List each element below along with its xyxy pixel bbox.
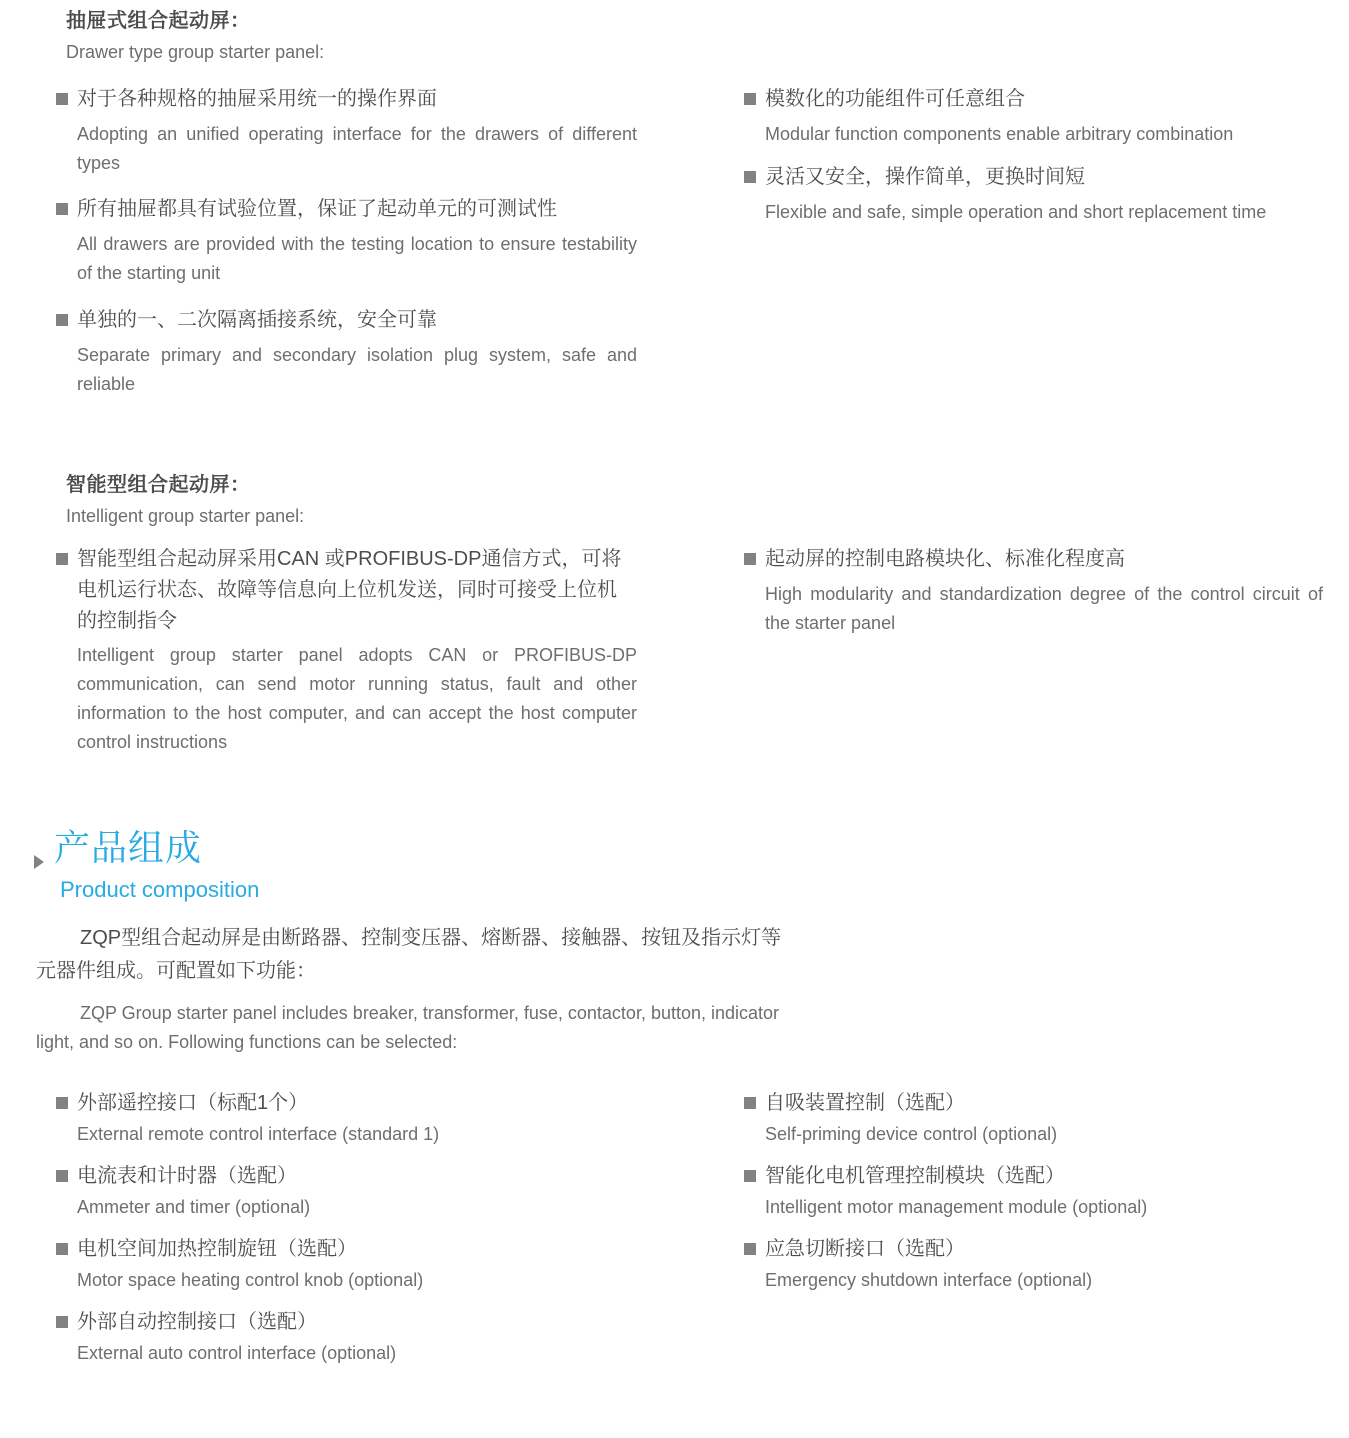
function-list-right <box>744 1088 1324 1298</box>
list-item <box>744 162 1324 227</box>
list-item-label-cn: 智能型组合起动屏采用CAN 或PROFIBUS-DP通信方式，可将电机运行状态、故障等信息向上位机发送，同时可接受上位机的控制指令 <box>77 548 622 632</box>
list-item-label-cn: 灵活又安全，操作简单，更换时间短 <box>765 166 1085 189</box>
square-bullet-icon <box>744 1170 756 1182</box>
square-bullet-icon <box>56 1243 68 1255</box>
list-item-label-en: Separate primary and secondary isolation plug system, safe and reliable <box>77 344 637 394</box>
square-bullet-icon <box>744 171 756 183</box>
paragraph-en-line1: ZQP Group starter panel includes breaker, transformer, fuse, contactor, button, indicator <box>80 1003 780 1023</box>
list-item <box>56 305 646 399</box>
section-heading-product-composition <box>34 828 734 903</box>
square-bullet-icon <box>744 93 756 105</box>
intelligent-panel-title-en: Intelligent group starter panel: <box>66 506 305 526</box>
page-subtitle: Product composition <box>60 876 260 902</box>
list-item <box>744 1088 1324 1148</box>
list-item <box>56 1307 656 1367</box>
intelligent-panel-title-cn: 智能型组合起动屏： <box>66 474 251 496</box>
list-item-label-en: Flexible and safe, simple operation and short replacement time <box>765 202 1267 223</box>
intelligent-right-list <box>744 544 1324 647</box>
list-item-label-en: High modularity and standardization degree of the control circuit of the starter panel <box>765 584 1323 634</box>
drawer-panel-title-en: Drawer type group starter panel: <box>66 42 325 62</box>
square-bullet-icon <box>56 1097 68 1109</box>
drawer-left-list <box>56 84 646 408</box>
list-item <box>56 194 646 288</box>
list-item-label-cn: 对于各种规格的抽屉采用统一的操作界面 <box>77 88 437 110</box>
triangle-arrow-icon <box>34 855 44 869</box>
square-bullet-icon <box>744 1097 756 1109</box>
paragraph-cn-line1: ZQP型组合起动屏是由断路器、控制变压器、熔断器、接触器、按钮及指示灯等 <box>80 927 782 949</box>
list-item-label-cn: 单独的一、二次隔离插接系统，安全可靠 <box>77 308 437 331</box>
list-item <box>56 1161 656 1221</box>
list-item <box>56 84 646 178</box>
list-item <box>744 1234 1324 1294</box>
list-item-label-cn: 起动屏的控制电路模块化、标准化程度高 <box>765 548 1125 570</box>
list-item-label-en: Intelligent motor management module (optional) <box>765 1197 1148 1217</box>
intelligent-panel-heading <box>66 472 666 529</box>
list-item <box>744 544 1324 638</box>
square-bullet-icon <box>744 1243 756 1255</box>
list-item-label-cn: 电机空间加热控制旋钮（选配） <box>77 1238 357 1260</box>
list-item-label-en: External remote control interface (standard 1) <box>77 1124 440 1144</box>
list-item <box>744 1161 1324 1221</box>
paragraph-cn-line2: 元器件组成。可配置如下功能： <box>36 960 316 982</box>
list-item-label-en: Motor space heating control knob (optional) <box>77 1270 424 1290</box>
list-item-label-en: External auto control interface (optional) <box>77 1343 397 1363</box>
list-item-label-en: All drawers are provided with the testing location to ensure testability of the starting unit <box>77 234 637 284</box>
list-item-label-cn: 自吸装置控制（选配） <box>765 1092 965 1114</box>
list-item-label-en: Adopting an unified operating interface for the drawers of different types <box>77 124 637 174</box>
square-bullet-icon <box>56 1316 68 1328</box>
list-item <box>56 1088 656 1148</box>
list-item-label-cn: 外部遥控接口（标配1个） <box>77 1092 309 1114</box>
square-bullet-icon <box>744 553 756 565</box>
intelligent-left-list <box>56 544 646 767</box>
list-item-label-cn: 应急切断接口（选配） <box>765 1238 965 1260</box>
square-bullet-icon <box>56 1170 68 1182</box>
square-bullet-icon <box>56 314 68 326</box>
list-item-label-en: Emergency shutdown interface (optional) <box>765 1270 1093 1290</box>
product-composition-paragraph <box>36 922 916 1057</box>
list-item-label-cn: 电流表和计时器（选配） <box>77 1165 297 1187</box>
drawer-right-list <box>744 84 1324 236</box>
list-item-label-en: Self-priming device control (optional) <box>765 1124 1058 1144</box>
list-item-label-en: Intelligent group starter panel adopts CAN or PROFIBUS-DP communication, can send motor running status, fault and other information to the host computer, and can accept the host computer control instructions <box>77 645 637 753</box>
list-item-label-en: Modular function components enable arbitrary combination <box>765 124 1234 144</box>
page-title: 产品组成 <box>54 827 203 868</box>
list-item <box>744 84 1324 149</box>
list-item-label-cn: 模数化的功能组件可任意组合 <box>765 88 1025 110</box>
drawer-panel-heading <box>66 8 666 65</box>
function-list-left <box>56 1088 656 1371</box>
square-bullet-icon <box>56 93 68 105</box>
list-item-label-en: Ammeter and timer (optional) <box>77 1197 311 1217</box>
paragraph-en-line2: light, and so on. Following functions can be selected: <box>36 1032 458 1053</box>
list-item <box>56 544 646 758</box>
square-bullet-icon <box>56 553 68 565</box>
list-item-label-cn: 所有抽屉都具有试验位置，保证了起动单元的可测试性 <box>77 198 557 221</box>
list-item <box>56 1234 656 1294</box>
list-item-label-cn: 外部自动控制接口（选配） <box>77 1311 317 1333</box>
list-item-label-cn: 智能化电机管理控制模块（选配） <box>765 1165 1065 1187</box>
drawer-panel-title-cn: 抽屉式组合起动屏： <box>66 10 251 32</box>
